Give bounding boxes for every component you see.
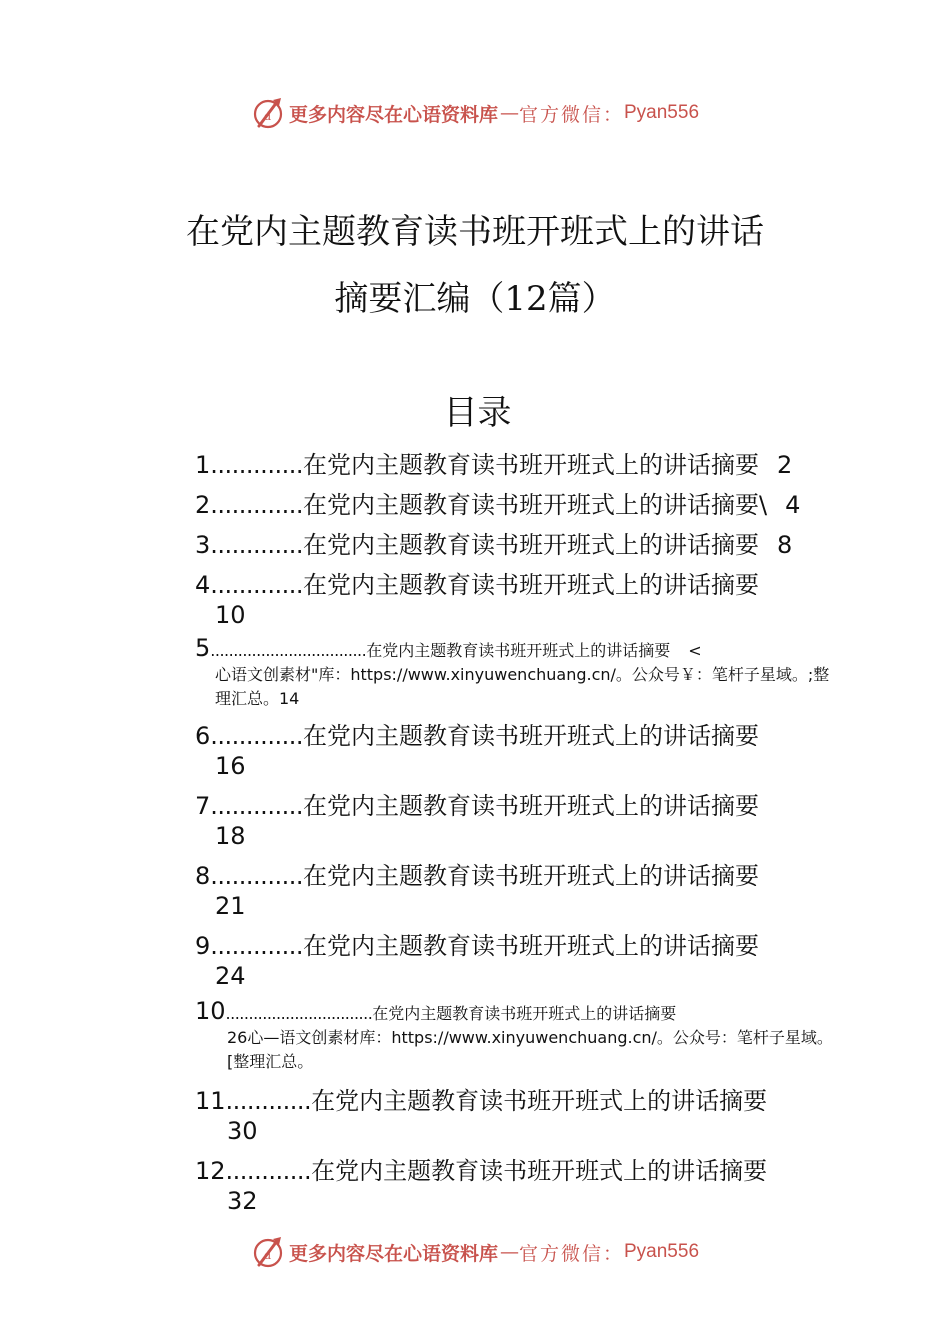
toc-entry-title: 在党内主题教育读书班开班式上的讲话摘要 [302, 531, 759, 559]
toc-entry-title: 在党内主题教育读书班开班式上的讲话摘要\ [302, 491, 768, 519]
toc-entry-leader: ............. [210, 932, 303, 960]
toc-entry-page: 16 [215, 752, 246, 780]
toc-entry-leader: ............. [210, 722, 303, 750]
toc-entry-page: 24 [215, 962, 246, 990]
toc-entry-page: 18 [215, 822, 246, 850]
toc-entry-number: 10 [195, 997, 226, 1025]
banner-slogan: 更多内容尽在心语资料库 [288, 103, 498, 126]
toc-entry[interactable] [195, 1086, 845, 1146]
banner-separator: — [499, 102, 519, 124]
toc-entry-number: 3 [195, 531, 211, 559]
toc-entry-leader: ............. [210, 451, 303, 479]
banner-separator: — [499, 1241, 519, 1263]
toc-entry-title: 在党内主题教育读书班开班式上的讲话摘要 [302, 571, 759, 599]
toc-entry-number: 12 [195, 1157, 226, 1185]
brush-logo-icon [251, 1235, 285, 1269]
toc-entry-page: 21 [215, 892, 246, 920]
banner-wechat-id: Pyan556 [624, 102, 700, 123]
toc-entry-leader: ............. [210, 491, 303, 519]
toc-entry-page: 8 [776, 531, 793, 559]
toc-entry-leader: .................................. [210, 641, 367, 660]
toc-entry-title: 在党内主题教育读书班开班式上的讲话摘要 [302, 862, 759, 890]
toc-entry[interactable] [195, 999, 845, 1074]
header-watermark [0, 96, 950, 130]
toc-heading: 目录 [443, 393, 512, 433]
banner-wechat-label: 官方微信： [518, 103, 624, 126]
toc-entry-leader: ............ [225, 1157, 312, 1185]
toc-entry-leader: ................................ [225, 1004, 373, 1023]
toc-entry-note: 26心—语文创素材库：https://www.xinyuwenchuang.cn/。公众号：笔杆子星域。[整理汇总。 [227, 1028, 833, 1071]
toc-entry-leader: ............. [210, 571, 303, 599]
toc-entry-number: 6 [195, 722, 211, 750]
toc-entry[interactable] [195, 636, 845, 711]
toc-entry[interactable] [195, 931, 845, 991]
toc-entry-title: 在党内主题教育读书班开班式上的讲话摘要 [311, 1157, 768, 1185]
banner-wechat-id: Pyan556 [624, 1241, 700, 1262]
toc-entry[interactable] [195, 791, 845, 851]
toc-entry[interactable] [195, 490, 845, 520]
toc-entry-number: 1 [195, 451, 211, 479]
toc-entry-number: 5 [195, 634, 211, 662]
toc-entry-title: 在党内主题教育读书班开班式上的讲话摘要 [372, 1004, 677, 1023]
document-title-line2: 摘要汇编（12篇） [334, 279, 616, 319]
document-title-line1: 在党内主题教育读书班开班式上的讲话 [186, 212, 764, 252]
toc-entry-number: 11 [195, 1087, 226, 1115]
toc-entry[interactable] [195, 530, 845, 560]
toc-entry-page: 2 [776, 451, 793, 479]
toc-entry-number: 8 [195, 862, 211, 890]
toc-entry-title: 在党内主题教育读书班开班式上的讲话摘要 [302, 451, 759, 479]
toc-entry-leader: ............. [210, 792, 303, 820]
toc-entry-title: 在党内主题教育读书班开班式上的讲话摘要 [302, 792, 759, 820]
banner-wechat-label: 官方微信： [518, 1242, 624, 1265]
toc-entry-page: 30 [227, 1117, 258, 1145]
toc-entry[interactable] [195, 450, 845, 480]
toc-entry-leader: ............ [225, 1087, 312, 1115]
table-of-contents [195, 450, 845, 1216]
toc-entry[interactable] [195, 1156, 845, 1216]
toc-entry-number: 9 [195, 932, 211, 960]
toc-entry-title: 在党内主题教育读书班开班式上的讲话摘要 [366, 641, 671, 660]
toc-entry-leader: ............. [210, 531, 303, 559]
toc-entry-suffix: < [688, 641, 702, 660]
svg-text:d: d [263, 110, 272, 123]
toc-entry-page: 10 [215, 601, 246, 629]
toc-entry-number: 2 [195, 491, 211, 519]
toc-entry-leader: ............. [210, 862, 303, 890]
toc-entry[interactable] [195, 861, 845, 921]
toc-entry-number: 7 [195, 792, 211, 820]
toc-entry-title: 在党内主题教育读书班开班式上的讲话摘要 [302, 932, 759, 960]
toc-entry-note: 心语文创素材"库：https://www.xinyuwenchuang.cn/。公众号￥：笔杆子星域。;整理汇总。14 [215, 665, 830, 708]
toc-entry-number: 4 [195, 571, 211, 599]
toc-entry-title: 在党内主题教育读书班开班式上的讲话摘要 [311, 1087, 768, 1115]
toc-entry-title: 在党内主题教育读书班开班式上的讲话摘要 [302, 722, 759, 750]
toc-entry-page: 32 [227, 1187, 258, 1215]
banner-slogan: 更多内容尽在心语资料库 [288, 1242, 498, 1265]
footer-watermark [0, 1235, 950, 1269]
brush-logo-icon [251, 96, 285, 130]
svg-text:d: d [263, 1249, 272, 1262]
toc-entry[interactable] [195, 721, 845, 781]
toc-entry-page: 4 [785, 491, 801, 519]
toc-entry[interactable] [195, 570, 845, 630]
